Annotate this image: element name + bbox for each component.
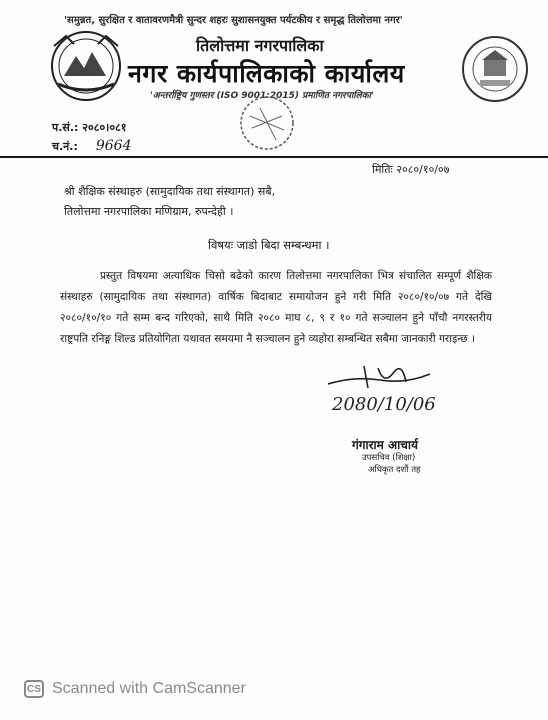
letterhead-tagline: 'समुन्नत, सुरक्षित र वातावरणमैत्री सुन्दर शहरः सुशासनयुक्त पर्यटकीय र समृद्ध तिलोत्तमा नगर' (64, 15, 403, 26)
nepal-emblem-logo-icon (44, 26, 128, 104)
signatory-authority: अधिकृत दशौं तह (368, 465, 421, 475)
ref-label: प.सं.: (52, 121, 79, 134)
handwritten-date: 2080/10/06 (332, 394, 436, 415)
camscanner-icon: CS (24, 680, 44, 698)
signature-icon (324, 358, 434, 398)
dispatch-value: 9664 (95, 138, 132, 154)
scanner-text: Scanned with CamScanner (52, 680, 246, 697)
letter-date: मितिः २०८०/१०/०७ (372, 163, 450, 176)
scanner-watermark (24, 680, 246, 698)
recipient-line-1: श्री शैक्षिक संस्थाहरु (सामुदायिक तथा संस्थागत) सबै, (64, 185, 276, 198)
letter-body (60, 266, 492, 350)
header-divider (0, 156, 548, 158)
recipient-line-2: तिलोत्तमा नगरपालिका मणिग्राम, रुपन्देही । (64, 205, 234, 218)
letter-body-text: प्रस्तुत विषयमा अत्याधिक चिसो बढेको कारण तिलोत्तमा नगरपालिका भित्र संचालित सम्पूर्ण शैक्षिक संस्थाहरु (सामुदायिक तथा संस्थागत) वार्षिक बिदाबाट समायोजन हुने गरी मिति २०८०/१०/०७ गते देखि २०८०/१०/१० गते सम्म बन्द गरिएको, साथै मिति २०८० माघ ८, ९ र १० गते सञ्चालन हुने पाँचौ नगरस्तरीय राष्ट्रपति रनिङ्ग शिल्ड प्रतियोगिता यथावत समयमा नै सञ्चालन हुने व्यहोरा सम्बन्धित सबैमा जानकारी गराइन्छ । (60, 270, 492, 345)
ref-value: २०८०।०८१ (82, 121, 127, 134)
municipality-name: तिलोत्तमा नगरपालिका (196, 36, 324, 55)
office-seal-stamp-icon (232, 94, 302, 152)
municipality-logo-icon (460, 34, 530, 104)
reference-number (52, 120, 127, 135)
letter-subject: विषयः जाडो बिदा सम्बन्धमा । (208, 238, 330, 252)
signatory-name: गंगाराम आचार्य (352, 438, 418, 452)
iso-subtitle: 'अन्तर्राष्ट्रिय गुणस्तर (ISO 9001:2015) प्रमाणित नगरपालिका' (150, 91, 374, 101)
signatory-designation: उपसचिव (शिक्षा) (362, 453, 416, 463)
office-name: नगर कार्यपालिकाको कार्यालय (128, 59, 405, 88)
dispatch-number (52, 138, 132, 154)
dispatch-label: च.नं.: (52, 140, 78, 153)
